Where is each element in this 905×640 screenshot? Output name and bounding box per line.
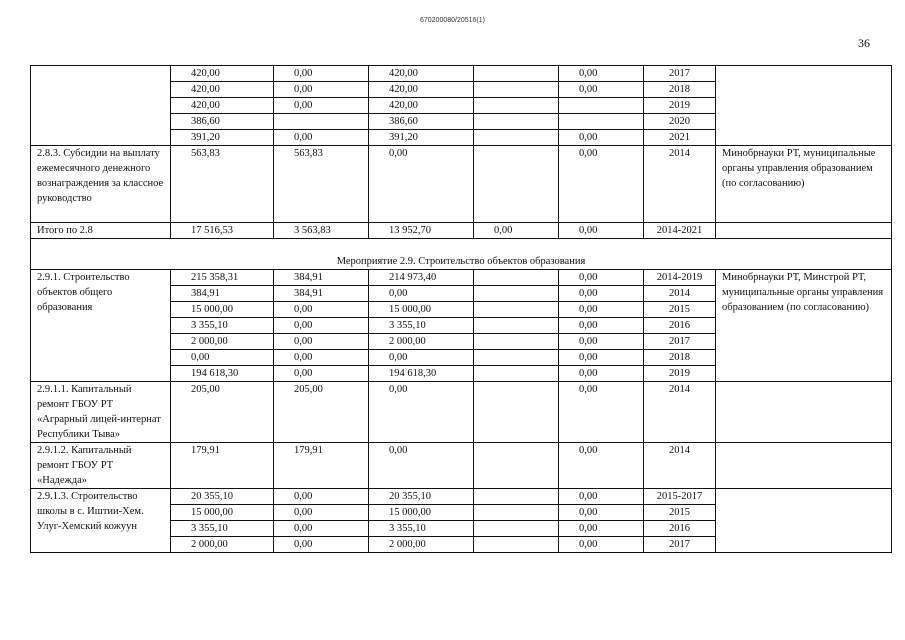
table-row: 2.9.1. Строительство объектов общего образования 215 358,31 384,91 214 973,40 0,00 2014-2019 Минобрнауки РТ, Минстрой РТ, муниципальные органы управления образованием (по согласованию)	[31, 270, 892, 286]
table-row: 15 000,00 0,00 15 000,00 0,00 2015	[31, 505, 892, 521]
table-row: 391,20 0,00 391,20 0,00 2021	[31, 130, 892, 146]
table-row: 2 000,00 0,00 2 000,00 0,00 2017	[31, 537, 892, 553]
spacer-row	[31, 239, 892, 255]
section-title: Мероприятие 2.9. Строительство объектов образования	[31, 254, 892, 270]
budget-table	[30, 65, 892, 553]
table-row: 386,60 386,60 2020	[31, 114, 892, 130]
responsible-text: Минобрнауки РТ, Минстрой РТ, муниципальные органы управления образованием (по согласованию)	[716, 270, 892, 382]
responsible-text: Минобрнауки РТ, муниципальные органы управления образованием (по согласованию)	[716, 146, 892, 223]
table-row: 384,91 384,91 0,00 0,00 2014	[31, 286, 892, 302]
item-label: 2.9.1.3. Строительство школы в с. Иштии-Хем. Улуг-Хемский кожуун	[31, 489, 171, 553]
table-row: 0,00 0,00 0,00 0,00 2018	[31, 350, 892, 366]
table-row: 2.9.1.3. Строительство школы в с. Иштии-Хем. Улуг-Хемский кожуун 20 355,10 0,00 20 355,10 0,00 2015-2017	[31, 489, 892, 505]
table-row: 15 000,00 0,00 15 000,00 0,00 2015	[31, 302, 892, 318]
document-id: 670200080/20516(1)	[419, 17, 485, 24]
table-row: 2 000,00 0,00 2 000,00 0,00 2017	[31, 334, 892, 350]
item-label: 2.9.1.1. Капитальный ремонт ГБОУ РТ «Аграрный лицей-интернат Республики Тыва»	[31, 382, 171, 443]
table-row: 3 355,10 0,00 3 355,10 0,00 2016	[31, 318, 892, 334]
responsible-cell	[716, 66, 892, 146]
label-cell	[31, 66, 171, 146]
table-row: 420,00 0,00 420,00 0,00 2017	[31, 66, 892, 82]
table-row-2911: 2.9.1.1. Капитальный ремонт ГБОУ РТ «Аграрный лицей-интернат Республики Тыва» 205,00 205,00 0,00 0,00 2014	[31, 382, 892, 443]
total-row: Итого по 2.8 17 516,53 3 563,83 13 952,70 0,00 0,00 2014-2021	[31, 223, 892, 239]
table-row-2912: 2.9.1.2. Капитальный ремонт ГБОУ РТ «Надежда» 179,91 179,91 0,00 0,00 2014	[31, 443, 892, 489]
table-row-283: 2.8.3. Субсидии на выплату ежемесячного денежного вознаграждения за классное руководство 563,83 563,83 0,00 0,00 2014 Минобрнауки РТ, муниципальные органы управления образованием (по согласованию)	[31, 146, 892, 223]
table-row: 420,00 0,00 420,00 0,00 2018	[31, 82, 892, 98]
table-row: 194 618,30 0,00 194 618,30 0,00 2019	[31, 366, 892, 382]
table-row: 420,00 0,00 420,00 2019	[31, 98, 892, 114]
section-title-row	[31, 254, 892, 270]
item-label: 2.9.1.2. Капитальный ремонт ГБОУ РТ «Надежда»	[31, 443, 171, 489]
item-label: 2.8.3. Субсидии на выплату ежемесячного денежного вознаграждения за классное руководство	[31, 146, 171, 223]
page-number: 36	[858, 36, 870, 50]
item-label: 2.9.1. Строительство объектов общего образования	[31, 270, 171, 382]
table-row: 3 355,10 0,00 3 355,10 0,00 2016	[31, 521, 892, 537]
